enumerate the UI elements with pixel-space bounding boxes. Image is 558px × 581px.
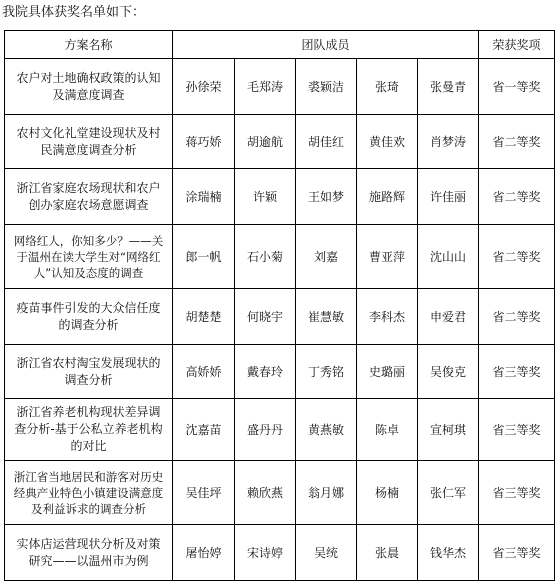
project-name: 浙江省当地居民和游客对历史经典产业特色小镇建设满意度及利益诉求的调查分析: [5, 461, 173, 525]
member-name: 吴佳坪: [173, 461, 235, 525]
member-name: 盛丹丹: [235, 399, 296, 461]
table-row: [5, 461, 555, 525]
member-name: 翁月娜: [296, 461, 357, 525]
award-level: 省三等奖: [479, 461, 555, 525]
member-name: 刘嘉: [296, 225, 357, 289]
member-name: 裘颖洁: [296, 59, 357, 115]
member-name: 蒋巧娇: [173, 115, 235, 169]
project-name: 浙江省农村淘宝发展现状的调查分析: [5, 345, 173, 399]
table-row: [5, 115, 555, 169]
member-name: 黄佳欢: [357, 115, 418, 169]
award-level: 省三等奖: [479, 399, 555, 461]
member-name: 王如梦: [296, 169, 357, 225]
project-name: 网络红人，你知多少？——关于温州在读大学生对“网络红人”认知及态度的调查: [5, 225, 173, 289]
member-name: 曹亚萍: [357, 225, 418, 289]
member-name: 张曼青: [418, 59, 479, 115]
member-name: 史璐丽: [357, 345, 418, 399]
project-name: 浙江省养老机构现状差异调查分析-基于公私立养老机构的对比: [5, 399, 173, 461]
member-name: 涂瑞楠: [173, 169, 235, 225]
award-level: 省一等奖: [479, 59, 555, 115]
table-row: [5, 225, 555, 289]
member-name: 施路辉: [357, 169, 418, 225]
member-name: 申爱君: [418, 289, 479, 345]
member-name: 钱华杰: [418, 525, 479, 581]
member-name: 丁秀铭: [296, 345, 357, 399]
member-name: 赖欣燕: [235, 461, 296, 525]
member-name: 宣柯琪: [418, 399, 479, 461]
member-name: 许颖: [235, 169, 296, 225]
table-row: [5, 525, 555, 581]
header-award: 荣获奖项: [479, 31, 555, 59]
award-table: [4, 30, 555, 581]
header-project: 方案名称: [5, 31, 173, 59]
project-name: 农户对土地确权政策的认知及满意度调查: [5, 59, 173, 115]
intro-text: 我院具体获奖名单如下：: [2, 5, 146, 20]
member-name: 戴春玲: [235, 345, 296, 399]
member-name: 沈山山: [418, 225, 479, 289]
member-name: 吴统: [296, 525, 357, 581]
member-name: 胡佳红: [296, 115, 357, 169]
member-name: 肖梦涛: [418, 115, 479, 169]
award-level: 省二等奖: [479, 115, 555, 169]
member-name: 胡逾航: [235, 115, 296, 169]
header-team: 团队成员: [173, 31, 479, 59]
member-name: 张仁军: [418, 461, 479, 525]
member-name: 何晓宇: [235, 289, 296, 345]
table-row: [5, 59, 555, 115]
table-row: [5, 169, 555, 225]
member-name: 毛郑涛: [235, 59, 296, 115]
project-name: 浙江省家庭农场现状和农户创办家庭农场意愿调查: [5, 169, 173, 225]
member-name: 崔慧敏: [296, 289, 357, 345]
member-name: 孙徐荣: [173, 59, 235, 115]
member-name: 沈嘉苗: [173, 399, 235, 461]
project-name: 实体店运营现状分析及对策研究——以温州市为例: [5, 525, 173, 581]
member-name: 郎一帆: [173, 225, 235, 289]
member-name: 宋诗婷: [235, 525, 296, 581]
award-level: 省二等奖: [479, 169, 555, 225]
award-level: 省二等奖: [479, 225, 555, 289]
member-name: 屠怡婷: [173, 525, 235, 581]
table-header-row: [5, 31, 555, 59]
member-name: 杨楠: [357, 461, 418, 525]
member-name: 李科杰: [357, 289, 418, 345]
member-name: 张琦: [357, 59, 418, 115]
member-name: 胡楚楚: [173, 289, 235, 345]
award-level: 省三等奖: [479, 525, 555, 581]
member-name: 高娇娇: [173, 345, 235, 399]
project-name: 农村文化礼堂建设现状及村民满意度调查分析: [5, 115, 173, 169]
table-row: [5, 289, 555, 345]
award-level: 省二等奖: [479, 289, 555, 345]
award-level: 省三等奖: [479, 345, 555, 399]
member-name: 石小菊: [235, 225, 296, 289]
member-name: 黄燕敏: [296, 399, 357, 461]
member-name: 张晨: [357, 525, 418, 581]
table-row: [5, 345, 555, 399]
member-name: 吴俊克: [418, 345, 479, 399]
member-name: 许佳丽: [418, 169, 479, 225]
project-name: 疫苗事件引发的大众信任度的调查分析: [5, 289, 173, 345]
table-row: [5, 399, 555, 461]
member-name: 陈卓: [357, 399, 418, 461]
